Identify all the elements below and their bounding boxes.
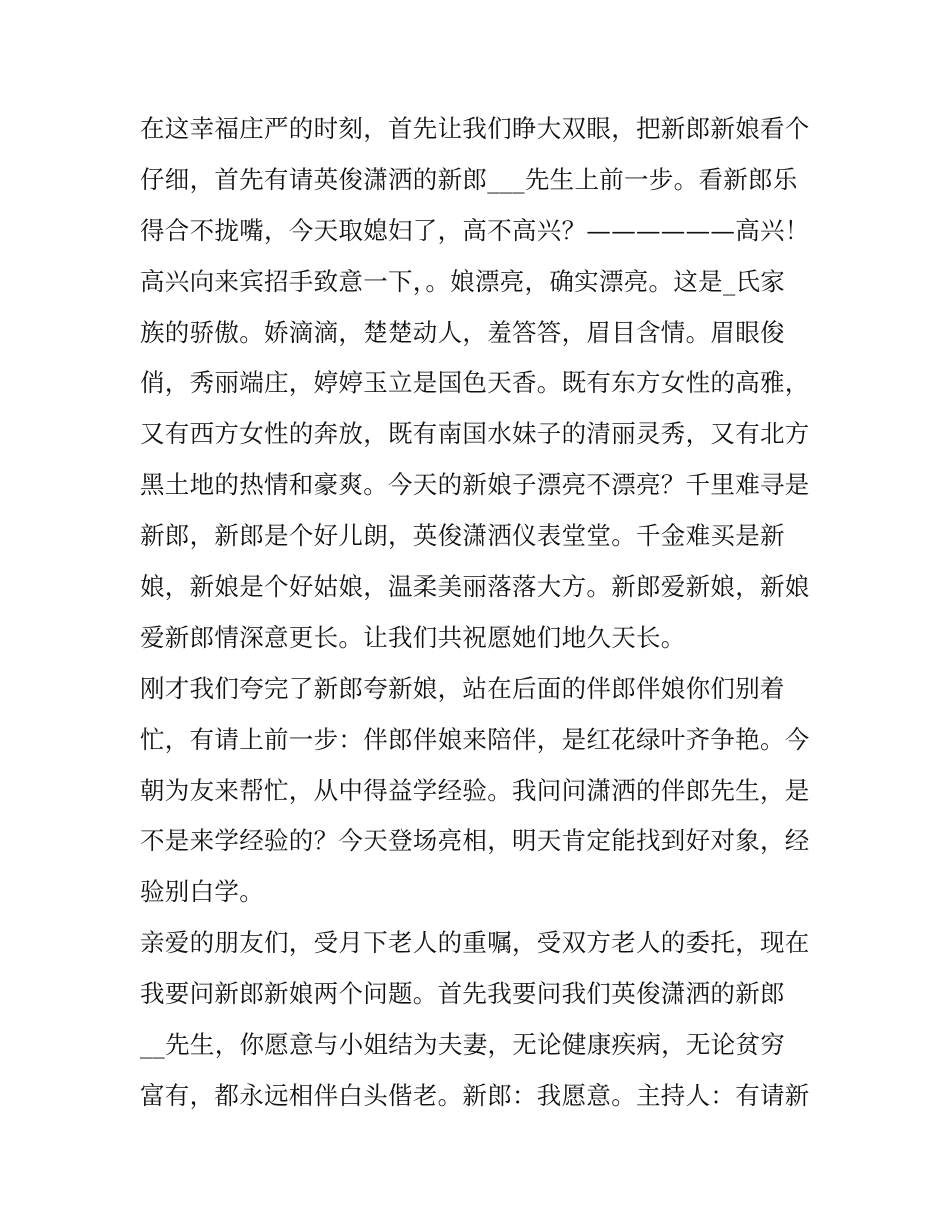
text-line: 黑土地的热情和豪爽。今天的新娘子漂亮不漂亮？千里难寻是 [140,470,810,500]
text-line: __先生，你愿意与小姐结为夫妻，无论健康疾病，无论贫穷 [140,1030,786,1060]
text-line: 不是来学经验的？今天登场亮相，明天肯定能找到好对象，经 [140,826,810,856]
text-line: 刚才我们夸完了新郎夸新娘，站在后面的伴郎伴娘你们别着 [140,673,785,703]
text-line: 验别白学。 [140,877,264,907]
text-line: 仔细，首先有请英俊潇洒的新郎___先生上前一步。看新郎乐 [140,164,798,194]
text-line: 得合不拢嘴，今天取媳妇了，高不高兴？——————高兴！ [140,215,810,245]
text-line: 高兴向来宾招手致意一下，。娘漂亮，确实漂亮。这是_氏家 [140,266,786,296]
text-line: 爱新郎情深意更长。让我们共祝愿她们地久天长。 [140,622,686,652]
text-line: 族的骄傲。娇滴滴，楚楚动人，羞答答，眉目含情。眉眼俊 [140,317,785,347]
text-line: 又有西方女性的奔放，既有南国水妹子的清丽灵秀，又有北方 [140,419,810,449]
text-line: 我要问新郎新娘两个问题。首先我要问我们英俊潇洒的新郎 [140,979,785,1009]
text-line: 朝为友来帮忙，从中得益学经验。我问问潇洒的伴郎先生，是 [140,775,810,805]
text-line: 新郎，新郎是个好儿朗，英俊潇洒仪表堂堂。千金难买是新 [140,521,785,551]
text-line: 忙，有请上前一步：伴郎伴娘来陪伴，是红花绿叶齐争艳。今 [140,724,810,754]
text-line: 娘，新娘是个好姑娘，温柔美丽落落大方。新郎爱新娘，新娘 [140,572,810,602]
body-text [140,104,830,1122]
text-line: 俏，秀丽端庄，婷婷玉立是国色天香。既有东方女性的高雅， [140,368,810,398]
text-line: 亲爱的朋友们，受月下老人的重嘱，受双方老人的委托，现在 [140,928,810,958]
text-line: 富有，都永远相伴白头偕老。新郎：我愿意。主持人：有请新 [140,1080,810,1110]
text-line: 在这幸福庄严的时刻，首先让我们睁大双眼，把新郎新娘看个 [140,114,810,143]
